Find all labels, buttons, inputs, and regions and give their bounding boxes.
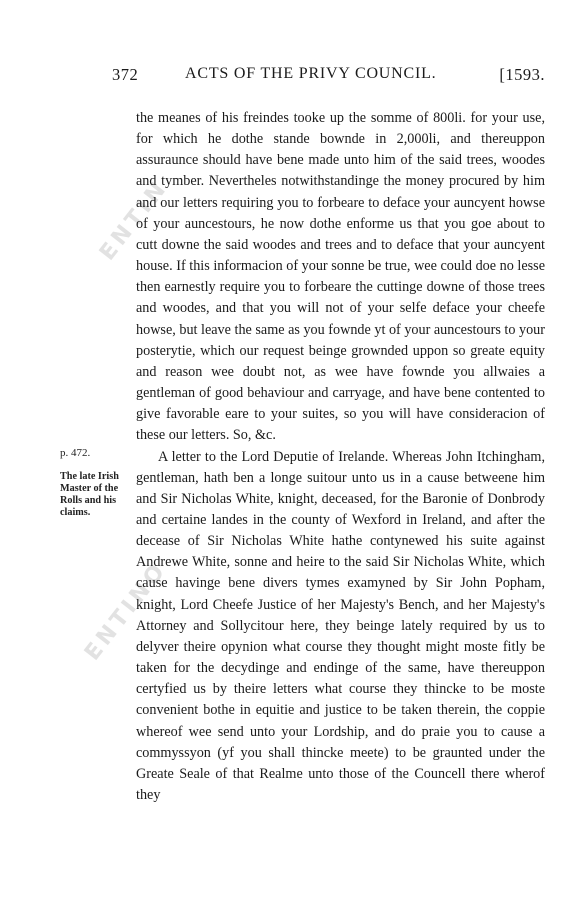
margin-note: The late Irish Master of the Rolls and his claims.: [60, 471, 119, 518]
margin-page-ref: p. 472.: [60, 447, 91, 459]
document-body: [136, 108, 545, 806]
running-header: [100, 65, 545, 89]
page-number: 372: [112, 65, 139, 84]
watermark: ENTIN: [95, 175, 174, 266]
margin-notes: [60, 447, 136, 519]
paragraph: A letter to the Lord Deputie of Irelande. Whereas John Itchingham, gentleman, hath ben a longe suitour unto us in a cause betweene him and Sir Nicholas White, knight, deceased, for the Baronie of Donbrody and certaine landes in the county of Wexford in Ireland, and after the decease of Sir Nicholas White hathe contynewed his suite against Andrewe White, sonne and heire to the said Sir Nicholas White, which cause havinge bene divers tymes examyned by Sir John Popham, knight, Lord Cheefe Justice of her Majesty's Bench, and her Majesty's Attorney and Sollycitour here, they beinge lately required by us to delyver theire opynion what course they thought might moste fitly be taken for the decydinge and endinge of the same, have thereuppon certyfied us by theire letters what course they thincke to be moste convenient bothe in equitie and justice to be taken therein, the coppie whereof wee send unto your Lordship, and do praie you to cause a commyssyon (yf you shall thincke meete) to be graunted under the Greate Seale of that Realme unto those of the Councell there wherof they: [136, 448, 545, 803]
watermark: ENTINO: [80, 557, 173, 666]
paragraph: the meanes of his freindes tooke up the somme of 800li. for your use, for which he dothe stande bownde in 2,000li, and thereuppon assuraunce should have bene made unto him of the said trees, woodes and tymber. Nevertheles notwithstandinge the money procured by him and our letters requiring you to forbeare to deface your auncyent howse of your auncestours, he now dothe enforme us that you goe about to cutt downe the said woodes and trees and to deface that your auncyent house. If this informacion of your sonne be true, wee could doe no lesse then earnestly require you to forbeare the cuttinge downe of those trees and woodes, and that you will not of your selfe deface your cheefe howse, but leave the same as you fownde yt of your auncestours to your posterytie, which our request beinge grownded uppon so greate equity and reason wee doubt not, as wee have fownde you allwaies a gentleman of good behaviour and carryage, and have bene contented to give favorable eare to your suites, so you will have consideracion of these our letters. So, &c.: [136, 110, 545, 444]
running-title: ACTS OF THE PRIVY COUNCIL.: [185, 65, 437, 82]
year-marker: [1593.: [499, 65, 545, 84]
